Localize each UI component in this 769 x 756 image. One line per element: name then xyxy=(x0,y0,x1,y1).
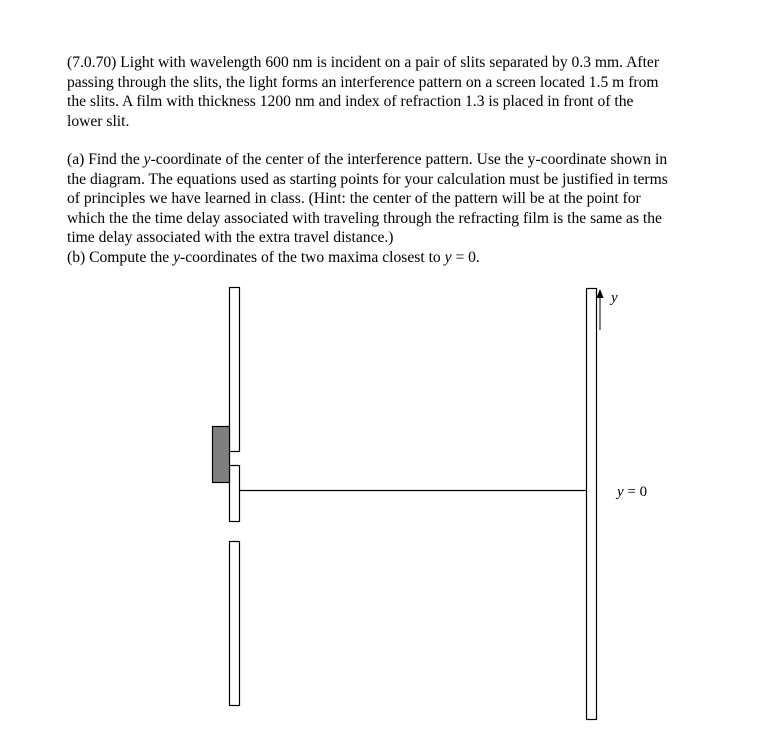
part-b-var-y2: y xyxy=(444,249,452,266)
part-b-suffix: = 0. xyxy=(451,249,480,266)
part-a-line-5: time delay associated with the extra travel distance.) xyxy=(67,229,394,247)
y-axis-arrow-head xyxy=(597,289,604,298)
barrier-middle-segment xyxy=(230,466,240,522)
part-a-prefix: (a) Find the xyxy=(67,151,144,168)
part-a-line-4: which the the time delay associated with traveling through the refracting film is the same as the xyxy=(67,209,662,227)
intro-line-3: the slits. A film with thickness 1200 nm and index of refraction 1.3 is placed in front of the xyxy=(67,93,634,111)
origin-label-rest: = 0 xyxy=(623,484,648,500)
barrier-lower-segment xyxy=(230,542,240,706)
part-b-prefix: (b) Compute the xyxy=(67,249,174,266)
part-a-line-2: the diagram. The equations used as starting points for your calculation must be justified in terms xyxy=(67,170,668,188)
refracting-film xyxy=(213,427,230,483)
part-a-line-3: of principles we have learned in class. (Hint: the center of the pattern will be at the point for xyxy=(67,190,641,208)
y-axis-label: y xyxy=(611,290,618,306)
origin-label xyxy=(615,484,647,500)
part-a-suffix: -coordinate of the center of the interference pattern. Use the y-coordinate shown in xyxy=(150,151,668,168)
intro-line-1: (7.0.70) Light with wavelength 600 nm is incident on a pair of slits separated by 0.3 mm. After xyxy=(67,54,660,71)
part-a-var-y: y xyxy=(143,151,151,168)
origin-label-var: y xyxy=(617,484,624,500)
intro-line-4: lower slit. xyxy=(67,112,130,130)
part-b-var-y: y xyxy=(173,249,181,266)
intro-line-2: passing through the slits, the light forms an interference pattern on a screen located 1.5 m from xyxy=(67,73,659,91)
barrier-upper-segment xyxy=(230,288,240,452)
screen xyxy=(587,289,597,720)
part-b-middle: -coordinates of the two maxima closest to xyxy=(180,249,445,266)
